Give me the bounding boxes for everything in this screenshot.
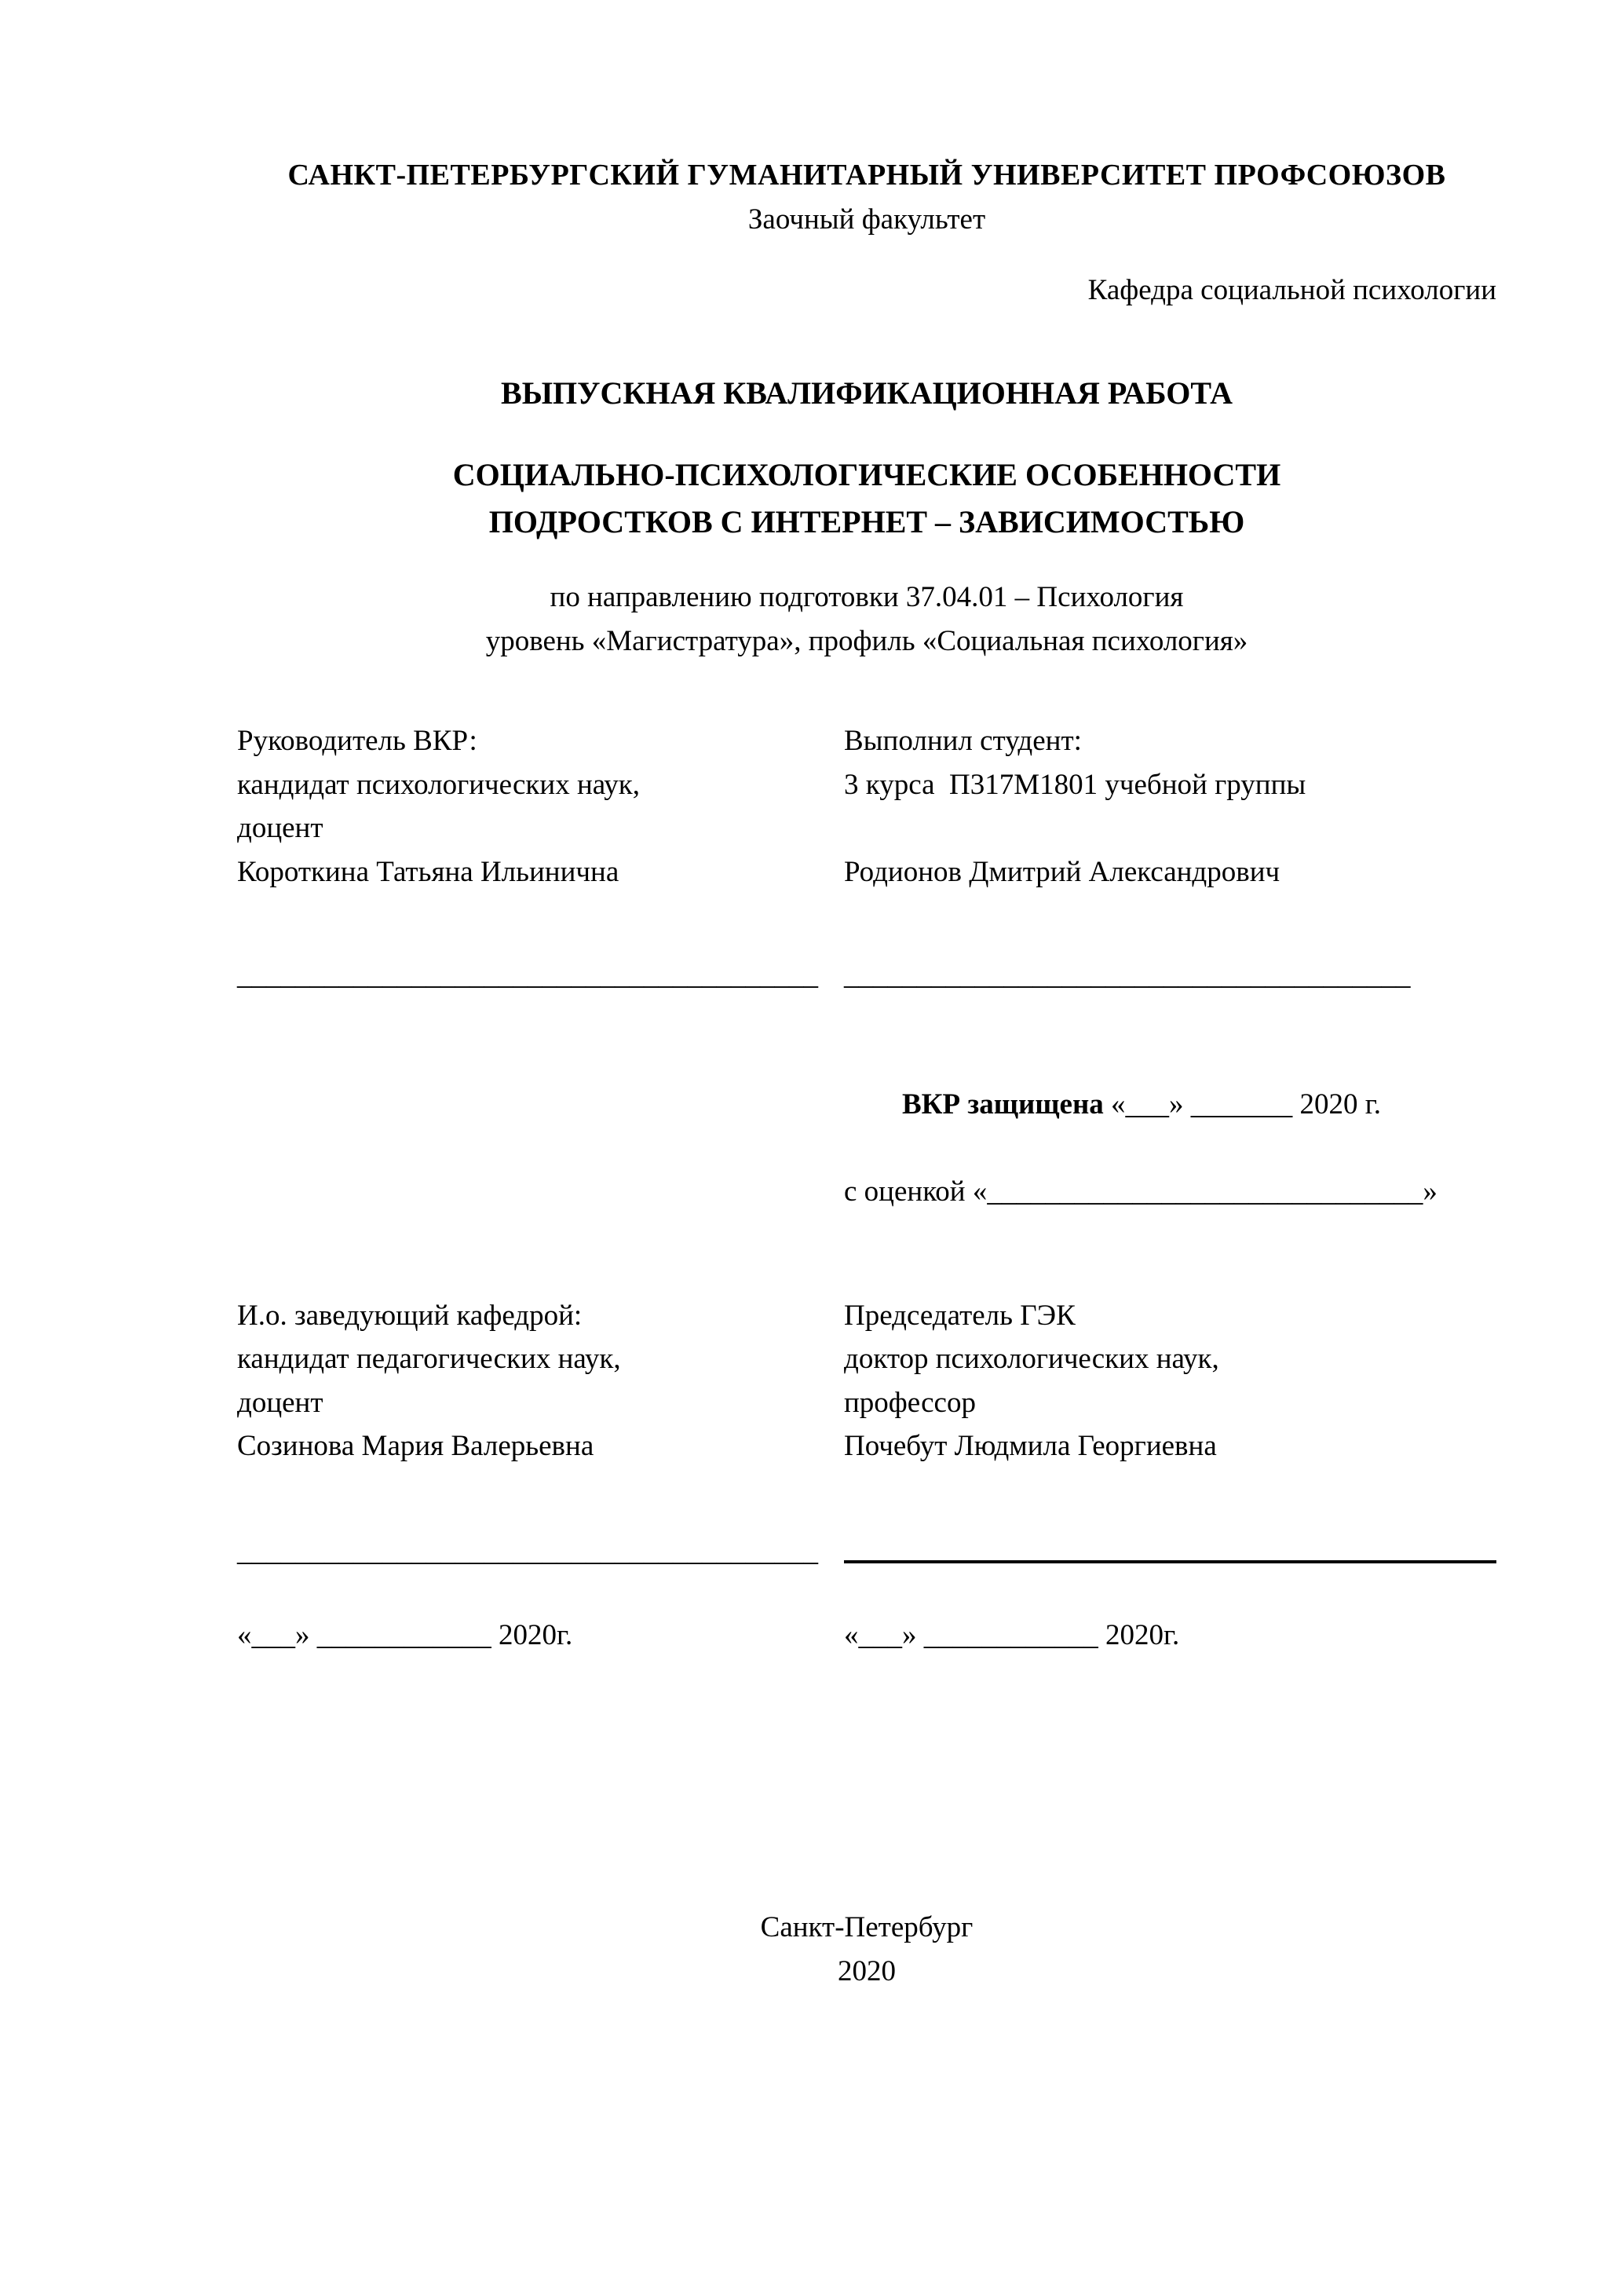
supervisor-degree: кандидат психологических наук,	[237, 768, 641, 801]
supervisor-rank: доцент	[237, 812, 323, 844]
supervisor-student-row	[237, 719, 1496, 894]
student-block	[844, 719, 1496, 894]
student-group: 3 курса П317М1801 учебной группы	[844, 768, 1306, 801]
chair-signature-rule	[844, 1560, 1496, 1563]
university-name: САНКТ-ПЕТЕРБУРГСКИЙ ГУМАНИТАРНЫЙ УНИВЕРСИТЕТ ПРОФСОЮЗОВ	[287, 159, 1446, 192]
signature-row-2	[237, 1530, 1496, 1574]
head-label: И.о. заведующий кафедрой:	[237, 1299, 583, 1332]
supervisor-block	[237, 719, 844, 894]
thesis-title	[237, 452, 1496, 546]
faculty-name: Заочный факультет	[747, 203, 986, 236]
defense-label: ВКР защищена	[902, 1088, 1104, 1121]
defense-date-blank: «___» _______ 2020 г.	[1103, 1088, 1382, 1121]
program-level: уровень «Магистратура», профиль «Социальная психология»	[485, 624, 1248, 657]
gek-chair-block	[844, 1294, 1496, 1468]
defense-block	[844, 1040, 1496, 1214]
supervisor-name: Короткина Татьяна Ильинична	[237, 855, 619, 888]
chair-rank: профессор	[844, 1386, 976, 1419]
student-label: Выполнил студент:	[844, 725, 1082, 757]
supervisor-signature-line: ________________________________________	[237, 959, 818, 991]
program-info	[237, 576, 1496, 663]
department-name: Кафедра социальной психологии	[1087, 273, 1496, 306]
work-type-heading: ВЫПУСКНАЯ КВАЛИФИКАЦИОННАЯ РАБОТА	[501, 375, 1233, 411]
student-spacer	[844, 806, 1496, 850]
program-direction: по направлению подготовки 37.04.01 – Психология	[550, 581, 1184, 613]
head-rank: доцент	[237, 1386, 323, 1419]
thesis-title-line2: ПОДРОСТКОВ С ИНТЕРНЕТ – ЗАВИСИМОСТЬЮ	[488, 504, 1245, 539]
thesis-title-line1: СОЦИАЛЬНО-ПСИХОЛОГИЧЕСКИЕ ОСОБЕННОСТИ	[452, 457, 1281, 492]
student-signature-line: _______________________________________	[844, 959, 1411, 991]
footer-year: 2020	[838, 1954, 896, 1987]
head-chair-row	[237, 1294, 1496, 1468]
head-signature-line: ________________________________________	[237, 1534, 818, 1567]
student-name: Родионов Дмитрий Александрович	[844, 855, 1280, 888]
footer	[237, 1906, 1496, 1993]
supervisor-label: Руководитель ВКР:	[237, 725, 477, 757]
chair-date-line: «___» ____________ 2020г.	[844, 1619, 1180, 1651]
chair-degree: доктор психологических наук,	[844, 1343, 1219, 1375]
chair-label: Председатель ГЭК	[844, 1299, 1076, 1332]
footer-city: Санкт-Петербург	[760, 1911, 974, 1943]
head-date-line: «___» ____________ 2020г.	[237, 1619, 573, 1651]
defense-grade-line: с оценкой «______________________________»	[844, 1175, 1438, 1208]
signature-row-1	[237, 953, 1496, 997]
defense-row	[237, 1040, 1496, 1214]
head-degree: кандидат педагогических наук,	[237, 1343, 621, 1375]
head-of-department-block	[237, 1294, 844, 1468]
head-name: Созинова Мария Валерьевна	[237, 1430, 594, 1462]
dates-row	[237, 1614, 1496, 1658]
chair-name: Почебут Людмила Георгиевна	[844, 1430, 1217, 1462]
